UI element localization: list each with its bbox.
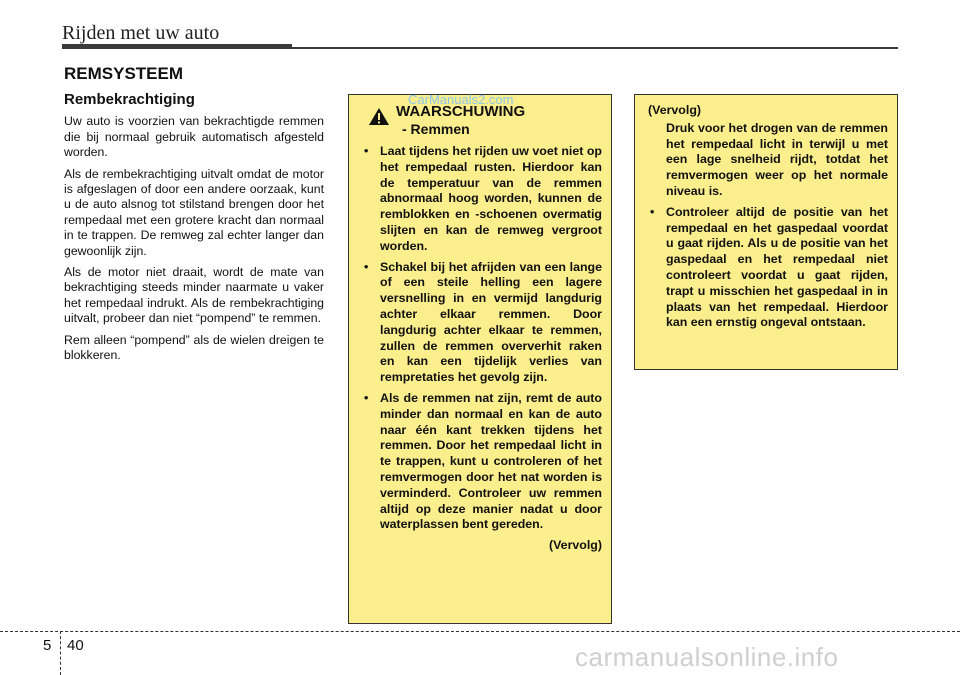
continuation-lead: Druk voor het drogen van de remmen het rempedaal licht in terwijl u met een lage snelheid rijdt, totdat het remvermogen weer op het normale niveau is. [666, 120, 888, 198]
warning-box [348, 94, 612, 624]
continuation-item [644, 205, 888, 331]
warning-subtitle: - Remmen [402, 121, 470, 137]
section-title: REMSYSTEEM [64, 64, 184, 83]
subheading: Rembekrachtiging [64, 91, 195, 108]
header-title: Rijden met uw auto [62, 22, 220, 44]
warning-triangle-icon [368, 107, 390, 126]
page-number: 40 [67, 637, 84, 654]
warning-item [358, 144, 602, 255]
warning-item-text: Als de remmen nat zijn, remt de auto minder dan normaal en kan de auto naar één kant trekken tijdens het remmen. Door het rempedaal licht in te trappen, kunt u controleren of het remvermogen door het nat worden is verminderd. Controleer uw remmen altijd op deze manier nadat u door waterplassen bent gereden. [380, 390, 602, 532]
paragraph: Als de rembekrachtiging uitvalt omdat de motor is afgeslagen of door een andere oorzaak, kunt u de auto alsnog tot stilstand brengen door het rempedaal met een grotere kracht dan normaal in te trappen. De remweg zal echter langer dan gewoonlijk zijn. [64, 166, 324, 258]
warning-item [358, 260, 602, 386]
bullet: • [364, 390, 369, 405]
site-watermark: carmanualsonline.info [575, 642, 839, 672]
warning-item-text: Laat tijdens het rijden uw voet niet op het rempedaal rusten. Hierdoor kan de temperatuur van de remmen abnormaal hoog worden, kunnen de remblokken en -schoenen overmatig slijten en kan de remweg vergroot worden. [380, 144, 602, 253]
warning-item [358, 391, 602, 533]
footer-divider [0, 631, 960, 632]
continuation-item-text: Controleer altijd de positie van het rempedaal en het gaspedaal voordat u gaat rijden. Als u de positie van het gaspedaal en het rempedaal niet controleert voordat u gaat rijden, trapt u misschien het gaspedaal in in plaats van het rempedaal. Hierdoor kan een ernstig ongeval ontstaan. [666, 204, 888, 330]
warning-title: WAARSCHUWING [396, 103, 526, 120]
warning-title-block [396, 103, 525, 138]
warning-item-text: Schakel bij het afrijden van een lange of een steile helling een lagere versnelling in en vermijd langdurig achter elkaar remmen. Door langdurig achter elkaar te remmen, zullen de remmen oververhit raken en kan een tijdelijk verlies van rempretaties het gevolg zijn. [380, 259, 602, 385]
bullet: • [364, 259, 369, 274]
footer-vertical-divider [60, 631, 61, 675]
watermark: CarManuals2.com [408, 92, 514, 107]
section-number: 5 [43, 637, 52, 654]
header-rule-thin [292, 47, 898, 49]
left-column [64, 92, 324, 370]
warning-header [358, 103, 602, 138]
header-rule-thick [62, 44, 292, 49]
bullet: • [650, 204, 655, 219]
continuation-box [634, 94, 898, 370]
continued-label: (Vervolg) [648, 103, 702, 117]
continued-label: (Vervolg) [548, 538, 602, 553]
continuation-list [644, 205, 888, 331]
warning-list [358, 144, 602, 533]
bullet: • [364, 144, 369, 158]
paragraph: Uw auto is voorzien van bekrachtigde remmen die bij normaal gebruik automatisch afgesteld worden. [64, 114, 324, 160]
paragraph: Als de motor niet draait, wordt de mate van bekrachtiging steeds minder naarmate u vaker het rempedaal indrukt. Als de rembekrachtiging uitvalt, probeer dan niet “pompend” te remmen. [64, 265, 324, 326]
paragraph: Rem alleen “pompend” als de wielen dreigen te blokkeren. [64, 332, 324, 363]
